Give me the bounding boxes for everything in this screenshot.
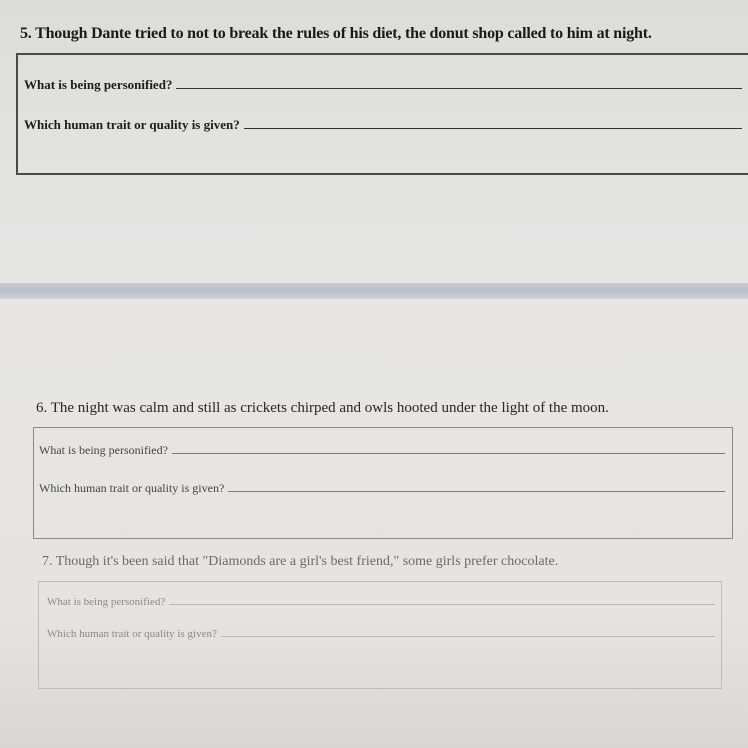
question-6-trait-row: [39, 481, 725, 496]
personified-answer-line[interactable]: [176, 88, 742, 89]
personified-prompt: What is being personified?: [24, 77, 173, 92]
question-7-text: 7. Though it's been said that "Diamonds are a girl's best friend," some girls prefer chocolate.: [42, 554, 559, 569]
question-6-personified-row: [39, 443, 725, 458]
trait-prompt: Which human trait or quality is given?: [24, 117, 240, 132]
question-6-answer-box: [33, 427, 733, 539]
personified-prompt: What is being personified?: [47, 596, 166, 608]
question-5-personified-row: [24, 77, 742, 93]
question-7-personified-row: [47, 596, 715, 608]
question-7-answer-box: [38, 581, 722, 689]
personified-answer-line[interactable]: [172, 453, 725, 454]
question-5-answer-box: [16, 53, 748, 175]
trait-answer-line[interactable]: [221, 636, 715, 637]
question-5-trait-row: [24, 117, 742, 133]
question-7-trait-row: [47, 628, 715, 640]
trait-prompt: Which human trait or quality is given?: [39, 481, 225, 495]
trait-answer-line[interactable]: [244, 128, 742, 129]
question-5-text: 5. Though Dante tried to not to break the rules of his diet, the donut shop called to him at night.: [20, 25, 652, 42]
question-6-text: 6. The night was calm and still as crickets chirped and owls hooted under the light of the moon.: [36, 400, 609, 416]
trait-prompt: Which human trait or quality is given?: [47, 628, 217, 640]
page-fold-shadow: [0, 283, 748, 299]
personified-prompt: What is being personified?: [39, 443, 168, 457]
trait-answer-line[interactable]: [228, 491, 725, 492]
personified-answer-line[interactable]: [169, 604, 715, 605]
